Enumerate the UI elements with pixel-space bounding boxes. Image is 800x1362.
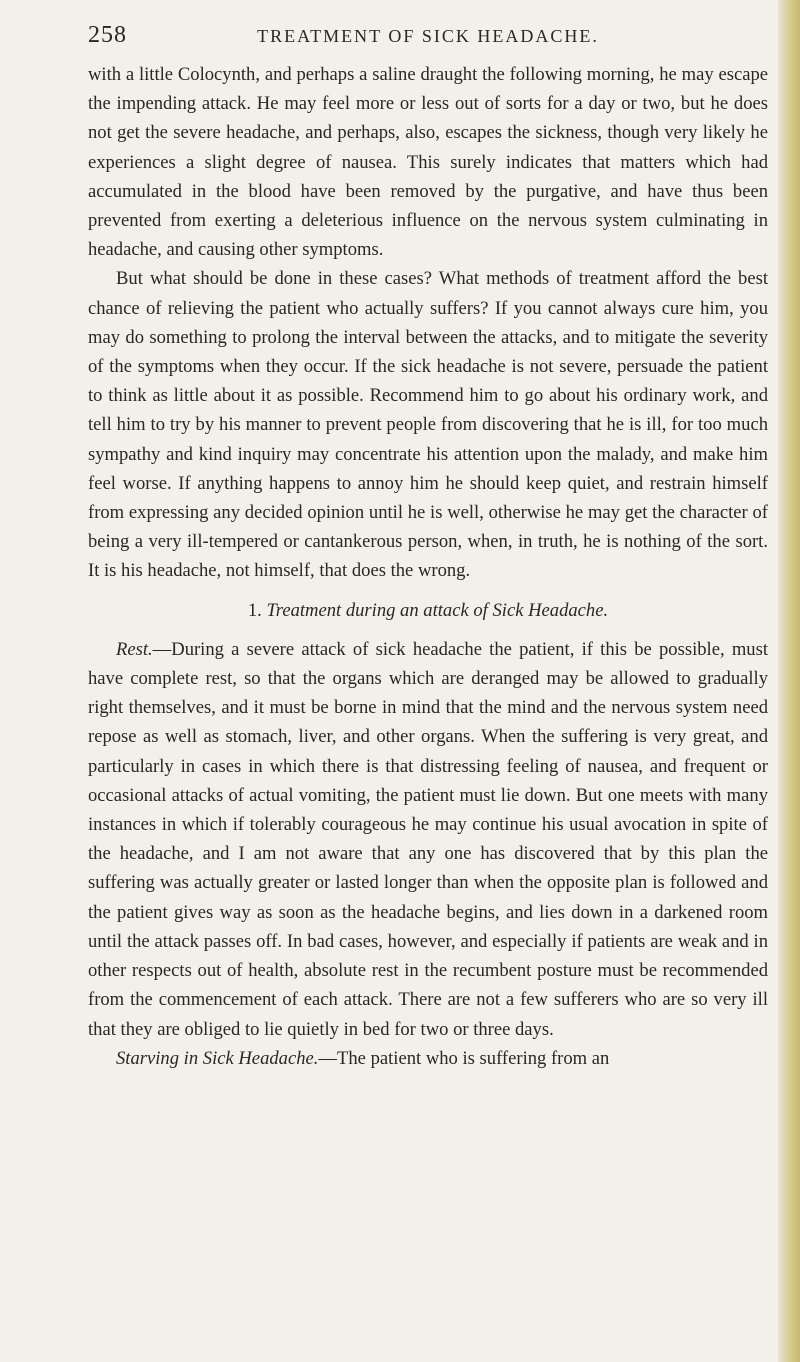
section-number: 1. [247,599,262,621]
body-text [88,60,768,1073]
paragraph-rest [88,635,768,1044]
page-header [88,22,768,56]
starving-text: —The patient who is suffering from an [318,1047,610,1069]
paragraph-starving [88,1044,768,1073]
rest-lead: Rest. [116,638,153,660]
starving-lead: Starving in Sick Headache. [116,1047,319,1069]
page-number: 258 [88,22,127,48]
section-title: Treatment during an attack of Sick Headache. [266,599,609,621]
rest-text: —During a severe attack of sick headache the patient, if this be possible, must have complete rest, so that the organs which are deranged may be allowed to gradually right themselves, and it must be borne in mind that the mind and the nervous system need repose as well as stomach, liver, and other organs. When the suffering is very great, and particularly in cases in which there is that distressing feeling of nausea, and frequent or occasional attacks of actual vomiting, the patient must lie down. But one meets with many instances in which if tolerably courageous he may continue his usual avocation in spite of the headache, and I am not aware that any one has discovered that by this plan the suffering was actually greater or lasted longer than when the opposite plan is followed and the patient gives way as soon as the headache begins, and lies down in a darkened room until the attack passes off. In bad cases, however, and especially if patients are weak and in other respects out of health, absolute rest in the recumbent posture must be recommended from the commencement of each attack. There are not a few sufferers who are so very ill that they are obliged to lie quietly in bed for two or three days. [88,638,768,1040]
paragraph-2: But what should be done in these cases? What methods of treatment afford the best chance of relieving the patient who actually suffers? If you cannot always cure him, you may do something to prolong the interval between the attacks, and to mitigate the severity of the symptoms when they occur. If the sick headache is not severe, persuade the patient to think as little about it as possible. Recommend him to go about his ordinary work, and tell him to try by his manner to prevent people from discovering that he is ill, for too much sympathy and kind inquiry may concentrate his attention upon the malady, and make him feel worse. If anything happens to annoy him he should keep quiet, and restrain himself from expressing any decided opinion until he is well, otherwise he may get the character of being a very ill-tempered or cantankerous person, when, in truth, he is nothing of the sort. It is his headache, not himself, that does the wrong. [88,268,768,582]
page-edge [778,0,800,1362]
section-heading [88,596,768,625]
running-title: TREATMENT OF SICK HEADACHE. [257,26,599,46]
paragraph-1: with a little Colocynth, and perhaps a saline draught the following morning, he may escape the impending attack. He may feel more or less out of sorts for a day or two, but he does not get the severe headache, and perhaps, also, escapes the sickness, though very likely he experiences a slight degree of nausea. This surely indicates that matters which had accumulated in the blood have been removed by the purgative, and have thus been prevented from exerting a deleterious influence on the nervous system culminating in headache, and causing other symptoms. [88,64,768,261]
